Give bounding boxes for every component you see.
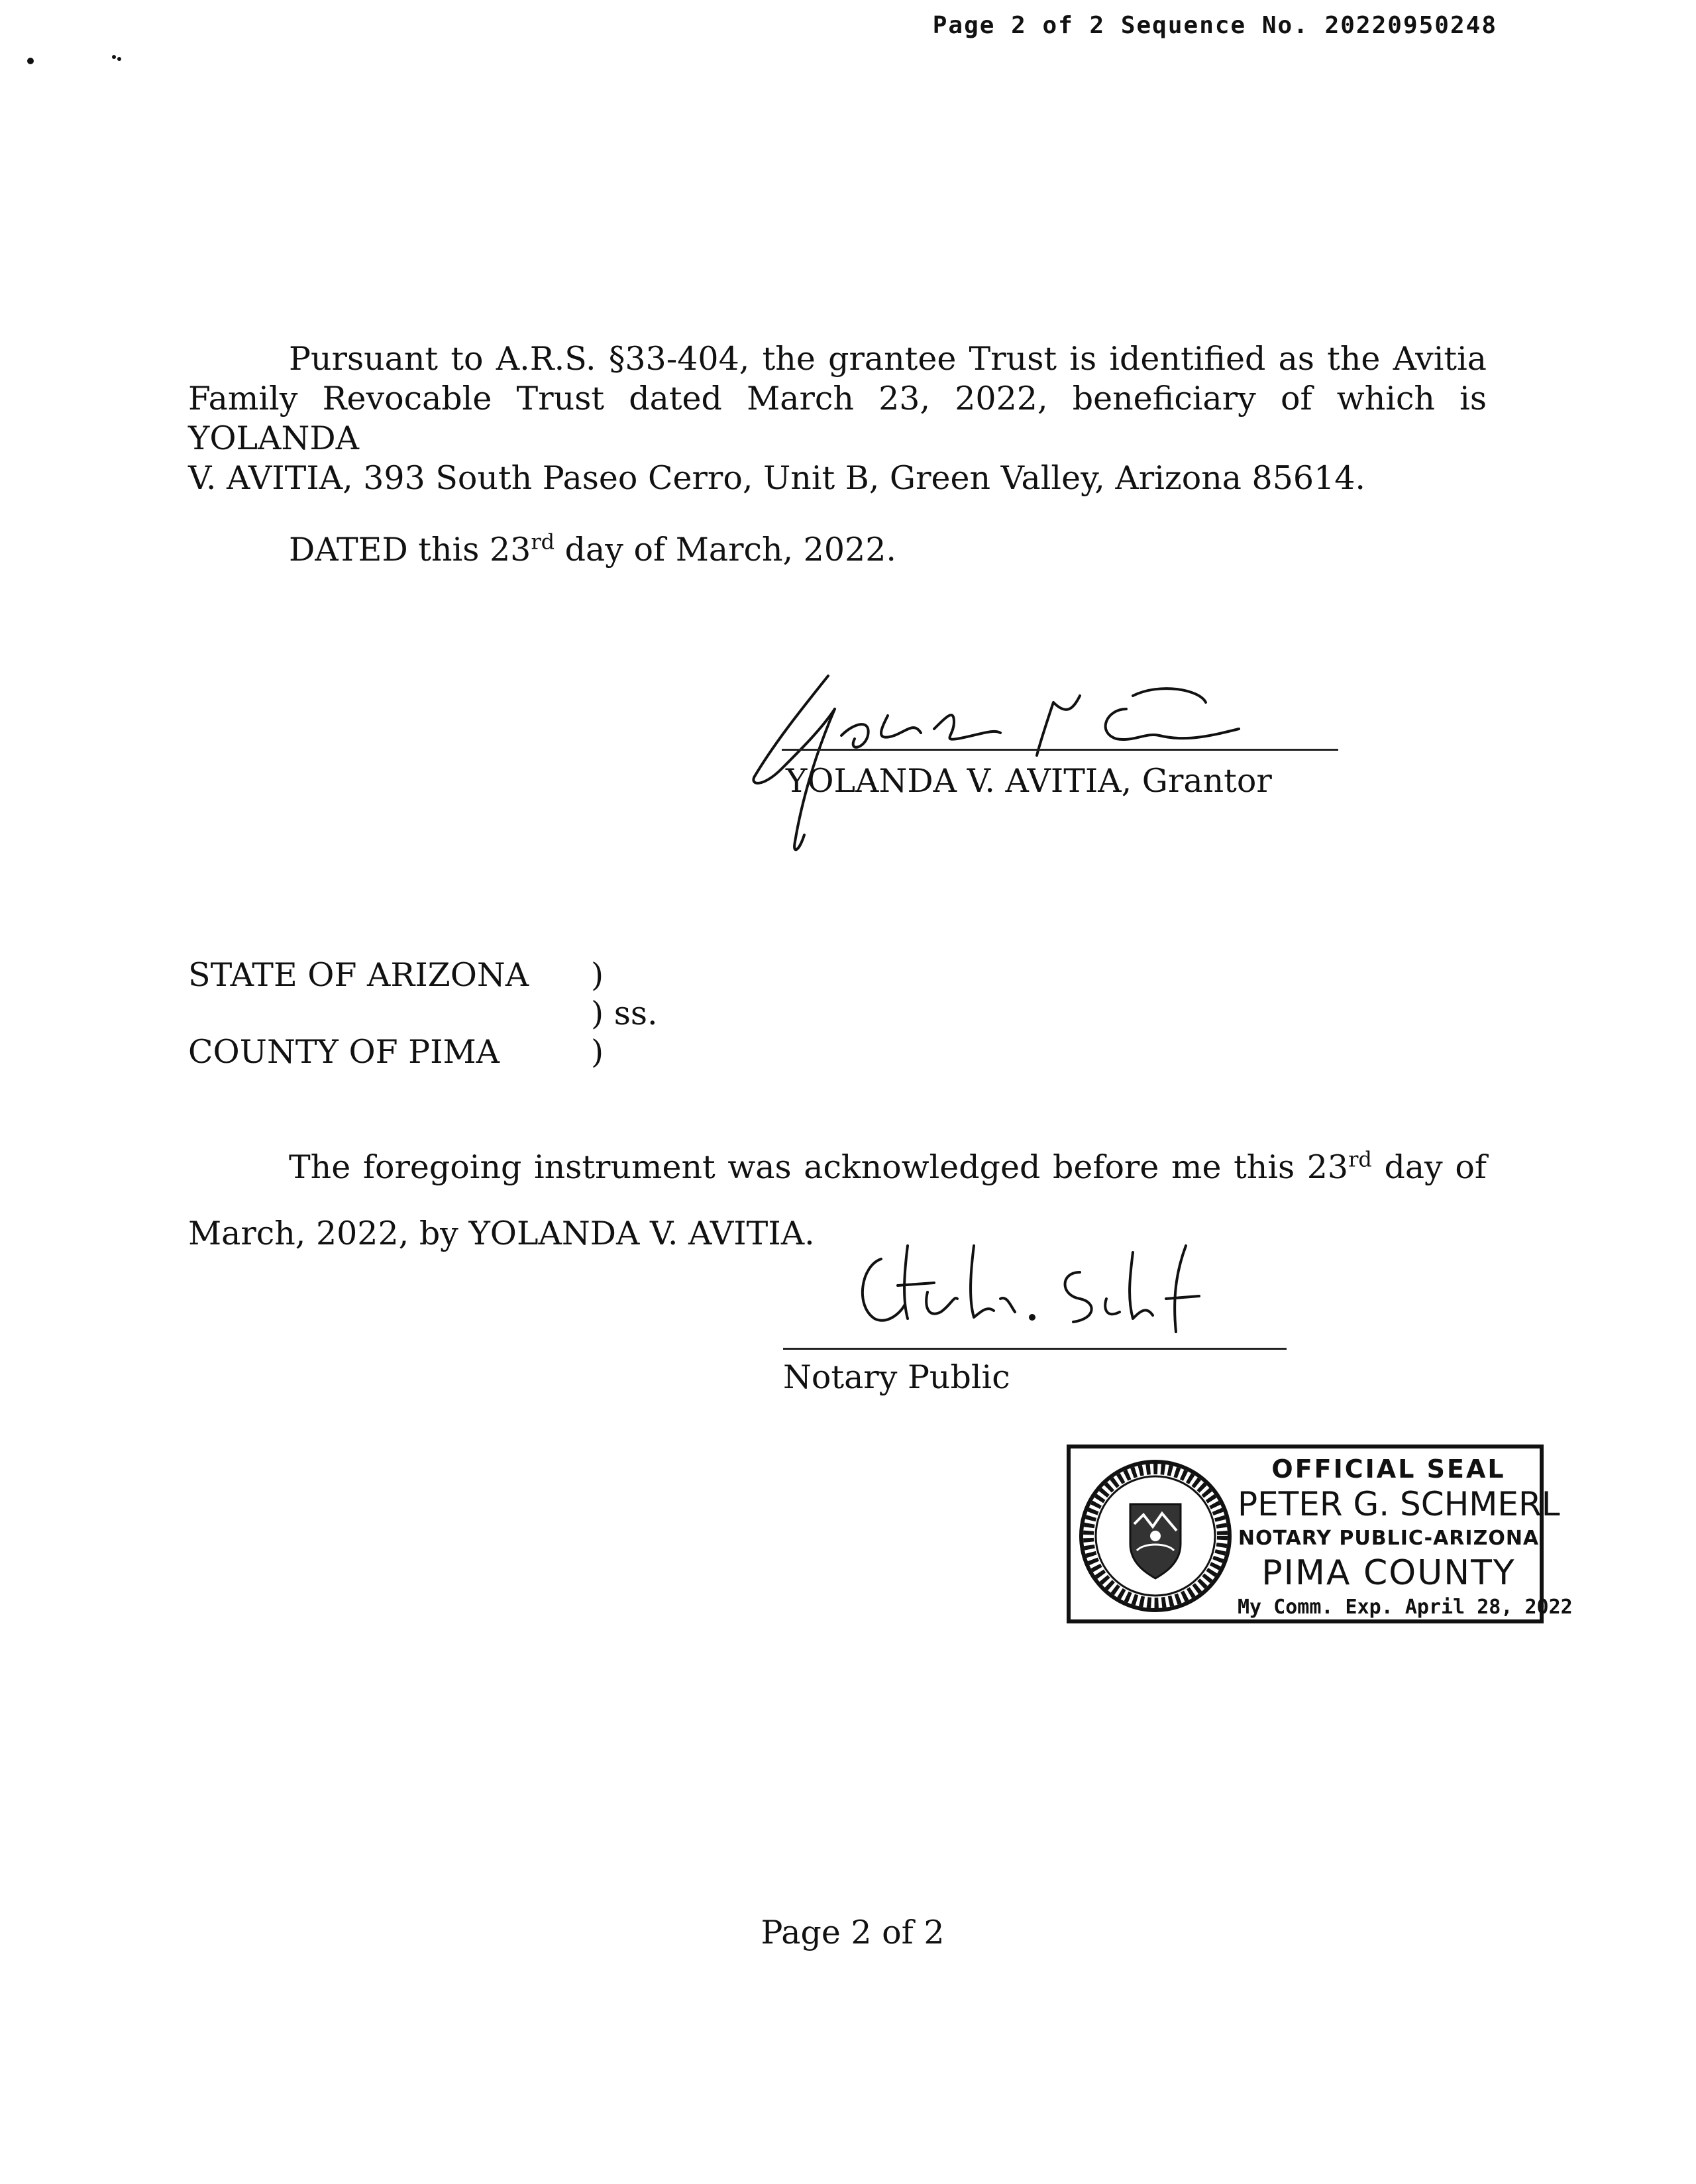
- scan-specks: [26, 53, 132, 73]
- venue-ss: ) ss.: [591, 995, 658, 1032]
- dated-prefix: DATED this 23: [289, 531, 531, 569]
- ack-ordinal: rd: [1348, 1146, 1372, 1172]
- seal-official: OFFICIAL SEAL: [1271, 1454, 1506, 1484]
- header-sequence: Page 2 of 2 Sequence No. 20220950248: [932, 12, 1497, 39]
- seal-county: PIMA COUNTY: [1261, 1553, 1516, 1593]
- notary-signature: [841, 1232, 1239, 1352]
- page-footer: Page 2 of 2: [761, 1914, 945, 1951]
- grantor-name: YOLANDA V. AVITIA, Grantor: [786, 762, 1272, 800]
- arizona-state-seal-icon: [1077, 1458, 1234, 1614]
- dated-ordinal: rd: [531, 529, 555, 555]
- ack-line-2: March, 2022, by YOLANDA V. AVITIA.: [188, 1215, 815, 1252]
- seal-notary-name: PETER G. SCHMERL: [1238, 1485, 1560, 1523]
- venue-paren-bottom: ): [591, 1033, 604, 1071]
- dated-line: [289, 530, 896, 570]
- trust-line-2: Family Revocable Trust dated March 23, 2022, beneficiary of which is YOLANDA: [188, 380, 1487, 457]
- seal-title: NOTARY PUBLIC-ARIZONA: [1238, 1527, 1540, 1550]
- venue-state: STATE OF ARIZONA: [188, 956, 529, 994]
- notary-seal: [1067, 1445, 1573, 1623]
- venue-block: [188, 956, 917, 1088]
- ack-line-1-prefix: The foregoing instrument was acknowledged before me this 23: [289, 1148, 1349, 1186]
- notary-signature-line: [783, 1348, 1287, 1350]
- trust-line-1: Pursuant to A.R.S. §33-404, the grantee Trust is identified as the Avitia: [289, 340, 1487, 378]
- ack-line-1-suffix: day of: [1371, 1148, 1487, 1186]
- trust-line-3: V. AVITIA, 393 South Paseo Cerro, Unit B, Green Valley, Arizona 85614.: [188, 459, 1365, 497]
- acknowledgment-paragraph: [188, 1134, 1487, 1267]
- dated-suffix: day of March, 2022.: [555, 531, 896, 569]
- seal-expiration: My Comm. Exp. April 28, 2022: [1238, 1596, 1573, 1619]
- trust-paragraph: [188, 339, 1487, 498]
- grantor-signature-line: [782, 749, 1338, 751]
- venue-paren-top: ): [591, 956, 604, 994]
- venue-county: COUNTY OF PIMA: [188, 1033, 500, 1071]
- seal-text-block: [1238, 1454, 1573, 1622]
- ack-line-1: [188, 1134, 1487, 1201]
- notary-public-label: Notary Public: [783, 1358, 1010, 1396]
